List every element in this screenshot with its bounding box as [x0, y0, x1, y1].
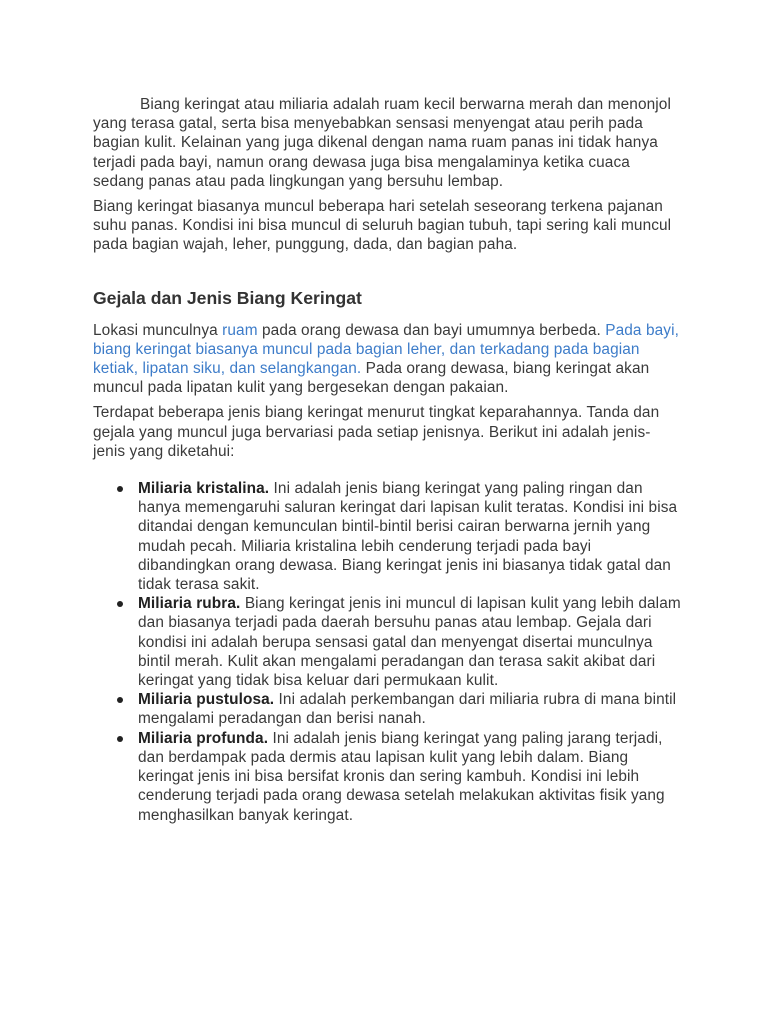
- bullet-icon: [117, 601, 123, 607]
- location-paragraph: [93, 321, 681, 398]
- bullet-icon: [117, 736, 123, 742]
- type-description: Ini adalah jenis biang keringat yang paling jarang terjadi, dan berdampak pada dermis atau lapisan kulit yang lebih dalam. Biang keringat jenis ini bisa bersifat kronis dan sering kambuh. Kondisi ini lebih cenderung terjadi pada orang dewasa setelah melakukan aktivitas fisik yang menghasilkan banyak keringat.: [138, 729, 665, 824]
- type-description: Ini adalah jenis biang keringat yang paling ringan dan hanya memengaruhi saluran keringat dari lapisan kulit teratas. Kondisi ini bisa ditandai dengan kemunculan bintil-bintil berisi cairan berwarna jernih yang mudah pecah. Miliaria kristalina lebih cenderung terjadi pada bayi dibandingkan orang dewasa. Biang keringat jenis ini biasanya tidak gatal dan tidak terasa sakit.: [138, 480, 678, 594]
- type-term: Miliaria profunda.: [138, 729, 269, 747]
- list-item: [93, 594, 681, 690]
- types-list: [93, 479, 681, 825]
- type-term: Miliaria pustulosa.: [138, 691, 275, 709]
- bullet-icon: [117, 486, 123, 492]
- type-term: Miliaria kristalina.: [138, 480, 270, 498]
- type-description: Ini adalah perkembangan dari miliaria rubra di mana bintil mengalami peradangan dan berisi nanah.: [138, 691, 677, 728]
- location-text-start: Lokasi munculnya: [93, 321, 223, 339]
- location-text-mid: pada orang dewasa dan bayi umumnya berbeda.: [257, 321, 606, 339]
- baby-location-link[interactable]: Pada bayi, biang keringat biasanya muncul pada bagian leher, dan terkadang pada bagian ketiak, lipatan siku, dan selangkangan.: [93, 321, 679, 378]
- intro-paragraph-1: Biang keringat atau miliaria adalah ruam kecil berwarna merah dan menonjol yang terasa gatal, serta bisa menyebabkan sensasi menyengat atau perih pada bagian kulit. Kelainan yang juga dikenal dengan nama ruam panas ini tidak hanya terjadi pada bayi, namun orang dewasa juga bisa mengalaminya ketika cuaca sedang panas atau pada lingkungan yang bersuhu lembap.: [93, 96, 671, 190]
- section-heading: Gejala dan Jenis Biang Keringat: [93, 287, 362, 308]
- type-description: Biang keringat jenis ini muncul di lapisan kulit yang lebih dalam dan biasanya terjadi pada daerah bersuhu panas atau lembap. Gejala dari kondisi ini adalah berupa sensasi gatal dan menyengat disertai munculnya bintil merah. Kulit akan mengalami peradangan dan terasa sakit akibat dari keringat yang tidak bisa keluar dari permukaan kulit.: [138, 595, 681, 690]
- list-item: [93, 479, 681, 594]
- intro-paragraph-2: Biang keringat biasanya muncul beberapa hari setelah seseorang terkena pajanan suhu panas. Kondisi ini bisa muncul di seluruh bagian tubuh, tapi sering kali muncul pada bagian wajah, leher, punggung, dada, dan bagian paha.: [93, 198, 672, 254]
- bullet-icon: [117, 697, 123, 703]
- type-term: Miliaria rubra.: [138, 595, 241, 613]
- list-item: [93, 729, 681, 825]
- location-text-end: Pada orang dewasa, biang keringat akan muncul pada lipatan kulit yang bergesekan dengan pakaian.: [93, 360, 650, 397]
- types-intro-paragraph: Terdapat beberapa jenis biang keringat menurut tingkat keparahannya. Tanda dan gejala yang muncul juga bervariasi pada setiap jenisnya. Berikut ini adalah jenis-jenis yang diketahui:: [93, 404, 660, 460]
- ruam-link[interactable]: ruam: [222, 321, 258, 339]
- document-page: [93, 95, 681, 825]
- list-item: [93, 690, 681, 728]
